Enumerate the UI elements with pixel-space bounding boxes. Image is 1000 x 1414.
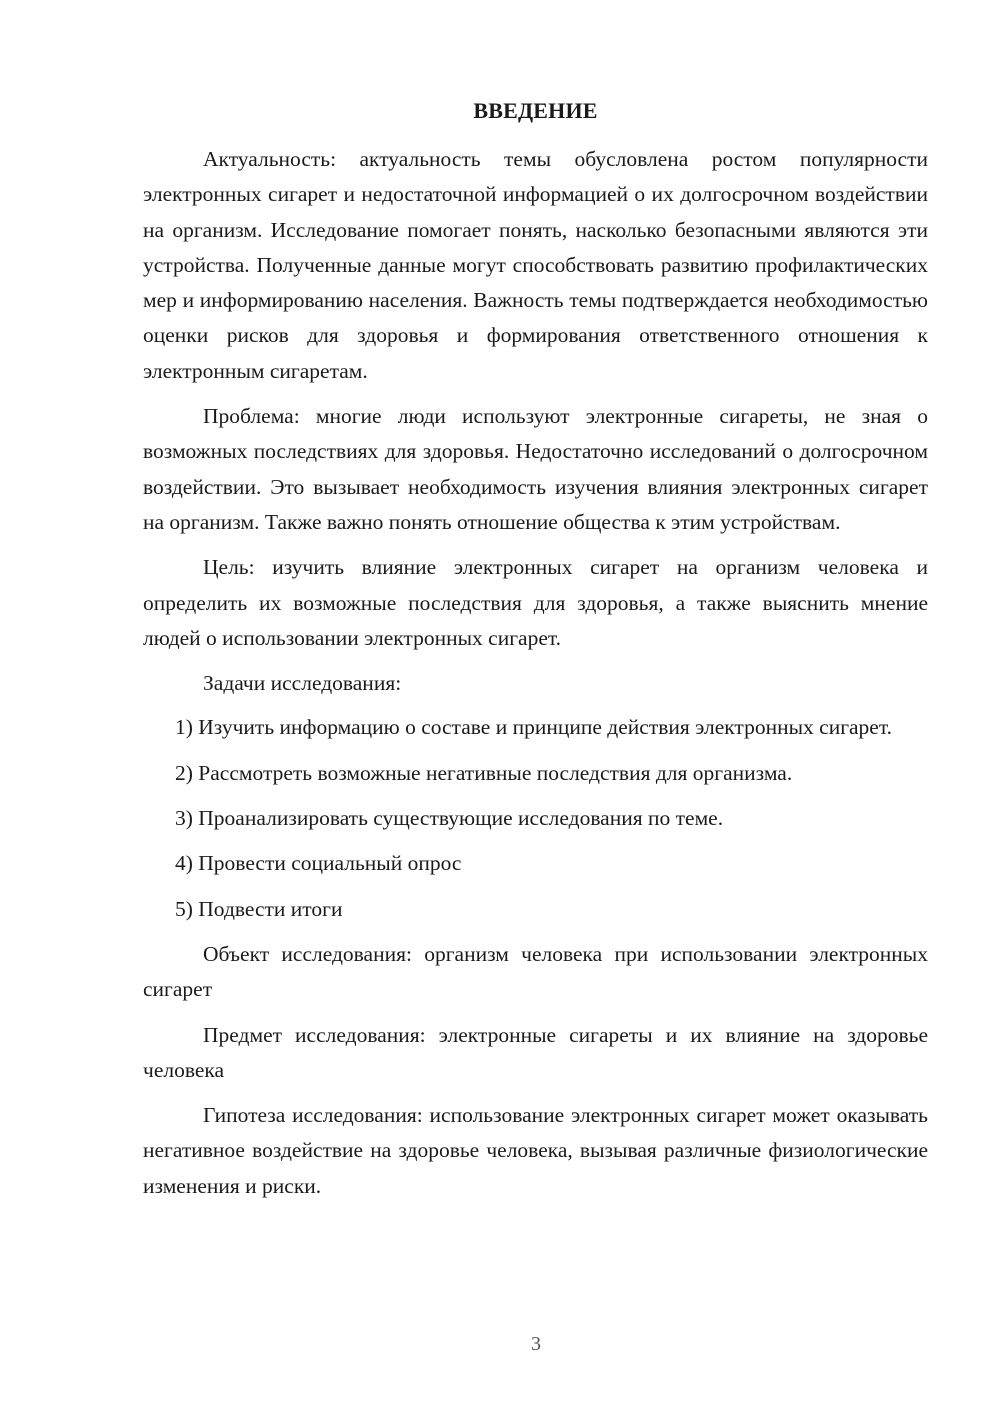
object-paragraph: Объект исследования: организм человека при использовании электронных сигарет <box>143 941 928 1002</box>
problem-paragraph: Проблема: многие люди используют электронные сигареты, не зная о возможных последствиях для здоровья. Недостаточно исследований о долгосрочном воздействии. Это вызывает необходимость изучения влияния электронных сигарет на организм. Также важно понять отношение общества к этим устройствам. <box>143 404 928 534</box>
task-item-4: 4) Провести социальный опрос <box>175 851 462 876</box>
hypothesis-paragraph: Гипотеза исследования: использование электронных сигарет может оказывать негативное воздействие на здоровье человека, вызывая различные физиологические изменения и риски. <box>143 1103 928 1198</box>
goal-paragraph: Цель: изучить влияние электронных сигарет на организм человека и определить их возможные последствия для здоровья, а также выяснить мнение людей о использовании электронных сигарет. <box>143 555 928 650</box>
page-number: 3 <box>531 1333 541 1355</box>
page-title: ВВЕДЕНИЕ <box>473 98 598 123</box>
page-content <box>143 94 928 1204</box>
task-item-5: 5) Подвести итоги <box>175 896 343 921</box>
task-item-3: 3) Проанализировать существующие исследования по теме. <box>175 806 724 831</box>
subject-paragraph: Предмет исследования: электронные сигареты и их влияние на здоровье человека <box>143 1022 928 1082</box>
actuality-paragraph: Актуальность: актуальность темы обусловлена ростом популярности электронных сигарет и недостаточной информацией о их долгосрочном воздействии на организм. Исследование помогает понять, насколько безопасными являются эти устройства. Полученные данные могут способствовать развитию профилактических мер и информированию населения. Важность темы подтверждается необходимостью оценки рисков для здоровья и формирования ответственного отношения к электронным сигаретам. <box>143 147 928 383</box>
tasks-heading: Задачи исследования: <box>203 671 402 696</box>
task-item-2: 2) Рассмотреть возможные негативные последствия для организма. <box>175 760 793 785</box>
task-item-1: 1) Изучить информацию о составе и принципе действия электронных сигарет. <box>175 715 893 740</box>
